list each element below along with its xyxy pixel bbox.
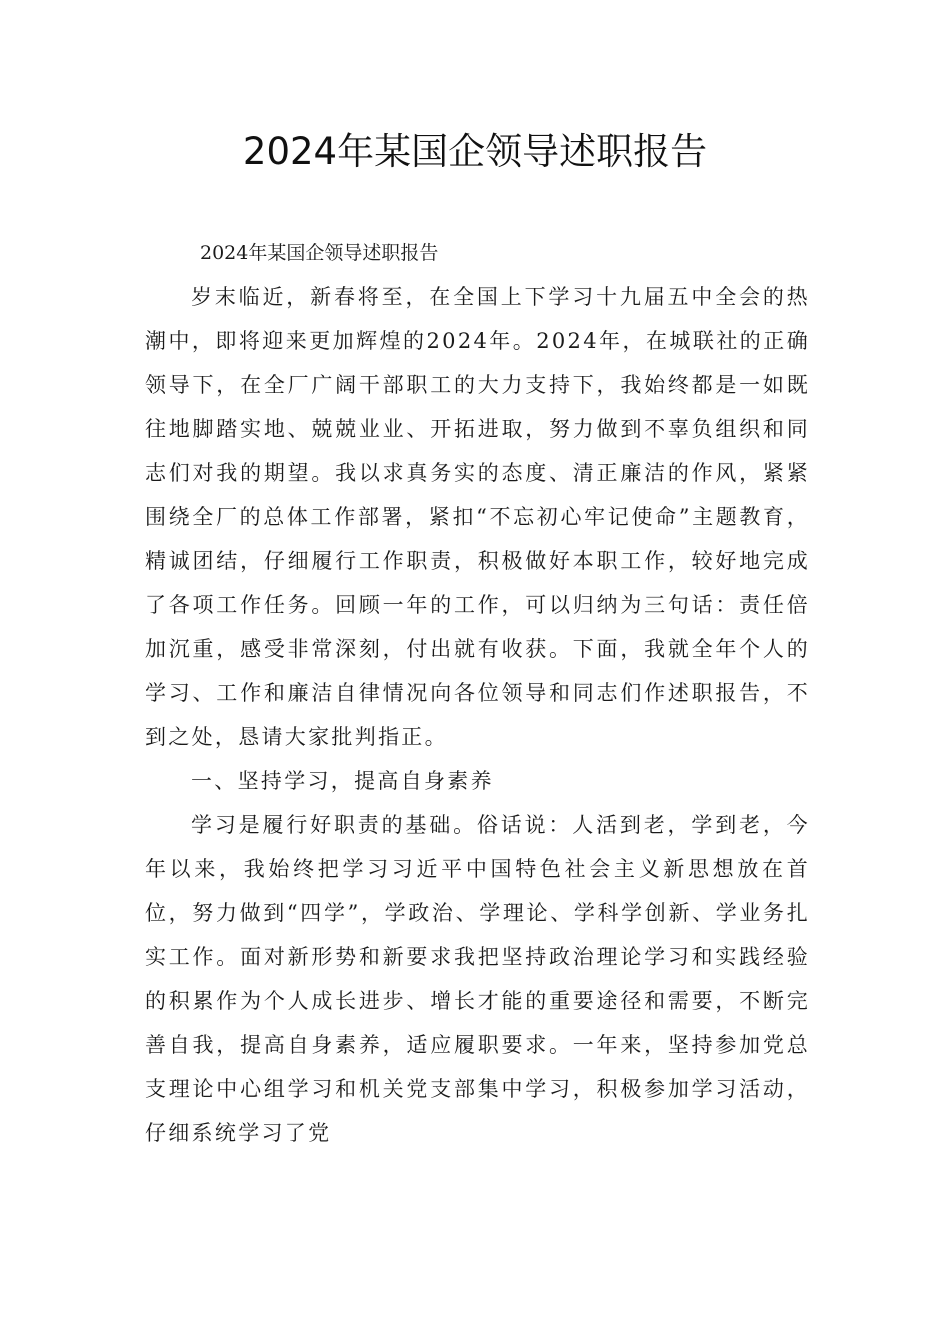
paragraph-study: 学习是履行好职责的基础。俗话说：人活到老，学到老，今年以来，我始终把学习习近平中国特色社会主义新思想放在首位，努力做到“四学”，学政治、学理论、学科学创新、学业务扎实工作。面对新形势和新要求我把坚持政治理论学习和实践经验的积累作为个人成长进步、增长才能的重要途径和需要，不断完善自我，提高自身素养，适应履职要求。一年来，坚持参加党总支理论中心组学习和机关党支部集中学习，积极参加学习活动，仔细系统学习了党 bbox=[145, 813, 810, 1145]
section-heading-1: 一、坚持学习，提高自身素养 bbox=[191, 769, 494, 793]
document-body bbox=[145, 231, 810, 1155]
paragraph-intro: 岁末临近，新春将至，在全国上下学习十九届五中全会的热潮中，即将迎来更加辉煌的2024年。2024年，在城联社的正确领导下，在全厂广阔干部职工的大力支持下，我始终都是一如既往地脚踏实地、兢兢业业、开拓进取，努力做到不辜负组织和同志们对我的期望。我以求真务实的态度、清正廉洁的作风，紧紧围绕全厂的总体工作部署，紧扣“不忘初心牢记使命”主题教育，精诚团结，仔细履行工作职责，积极做好本职工作，较好地完成了各项工作任务。回顾一年的工作，可以归纳为三句话：责任倍加沉重，感受非常深刻，付出就有收获。下面，我就全年个人的学习、工作和廉洁自律情况向各位领导和同志们作述职报告，不到之处，恳请大家批判指正。 bbox=[145, 285, 810, 749]
document-title: 2024年某国企领导述职报告 bbox=[242, 130, 708, 173]
document-subtitle: 2024年某国企领导述职报告 bbox=[200, 242, 439, 264]
